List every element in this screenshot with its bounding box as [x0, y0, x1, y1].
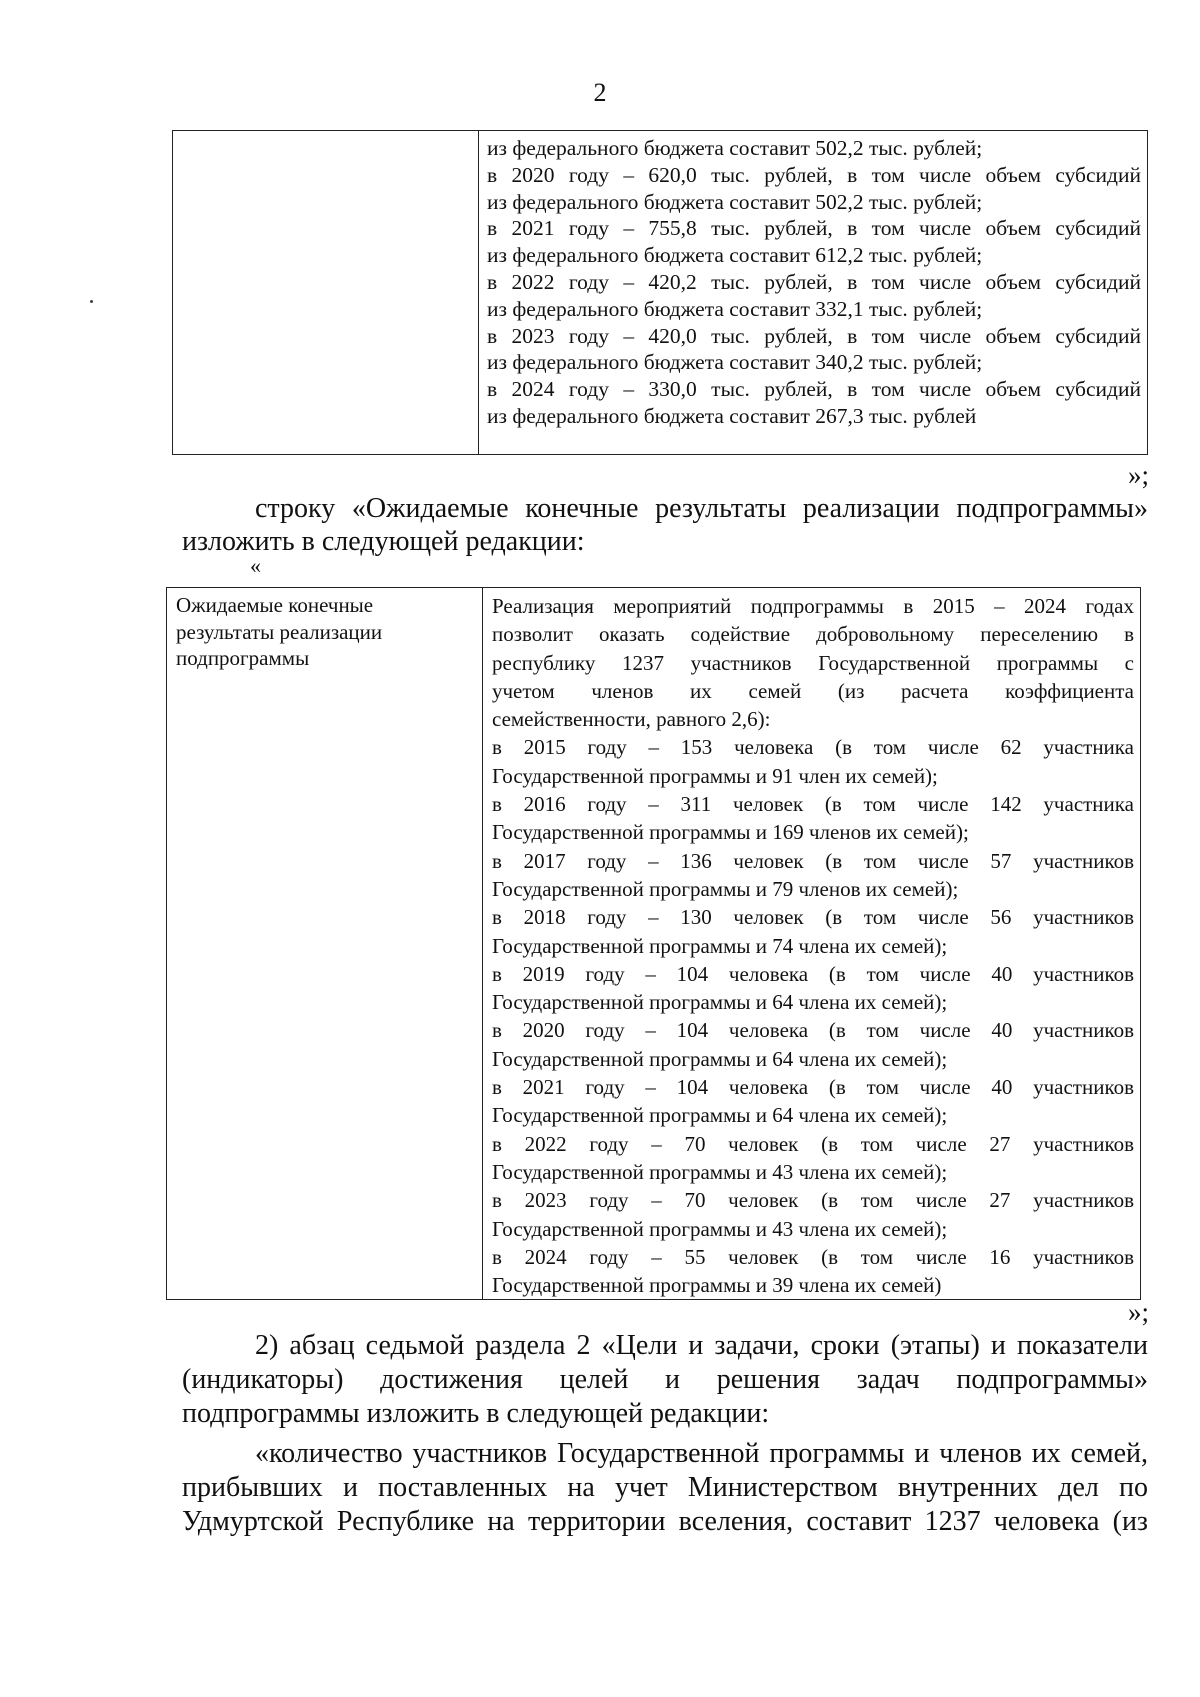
funding-line: в 2023 году – 420,0 тыс. рублей, в том числе объем субсидий — [487, 323, 1141, 348]
result-line: в 2023 году – 70 человек (в том числе 27 участников — [492, 1188, 1134, 1213]
funding-line: из федерального бюджета составит 502,2 тыс. рублей; — [487, 136, 983, 160]
result-line: Государственной программы и 91 член их семей); — [492, 763, 938, 788]
funding-line: из федерального бюджета составит 332,1 тыс. рублей; — [487, 296, 983, 321]
paragraph-line: прибывших и поставленных на учет Министерством внутренних дел по — [182, 1472, 1148, 1503]
row-label-line: подпрограммы — [176, 646, 310, 670]
funding-line: в 2021 году – 755,8 тыс. рублей, в том числе объем субсидий — [487, 216, 1141, 241]
result-line: учетом членов их семей (из расчета коэффициента — [492, 678, 1134, 703]
funding-line: из федерального бюджета составит 612,2 тыс. рублей; — [487, 243, 983, 268]
paragraph-line: 2) абзац седьмой раздела 2 «Цели и задачи, сроки (этапы) и показатели — [255, 1330, 1148, 1361]
paragraph-line: строку «Ожидаемые конечные результаты реализации подпрограммы» — [255, 493, 1148, 524]
table-row — [167, 588, 1141, 1300]
paragraph-line: изложить в следующей редакции: — [182, 526, 585, 557]
funding-line: из федерального бюджета составит 267,3 тыс. рублей — [487, 403, 977, 428]
expected-results-value-cell — [483, 588, 1141, 1300]
result-line: Реализация мероприятий подпрограммы в 2015 – 2024 годах — [492, 594, 1134, 618]
result-line: в 2015 году – 153 человека (в том числе 62 участника — [492, 735, 1134, 760]
result-line: Государственной программы и 43 члена их семей); — [492, 1159, 948, 1184]
funding-table — [172, 130, 1148, 455]
funding-value-cell — [479, 131, 1148, 455]
funding-label-cell — [173, 131, 479, 455]
result-line: в 2019 году – 104 человека (в том числе 40 участников — [492, 961, 1134, 986]
result-line: в 2020 году – 104 человека (в том числе 40 участников — [492, 1018, 1134, 1043]
paragraph-line: Удмуртской Республике на территории вселения, составит 1237 человека (из — [182, 1506, 1148, 1537]
paragraph-line: (индикаторы) достижения целей и решения задач подпрограммы» — [182, 1364, 1148, 1395]
result-line: Государственной программы и 43 члена их семей); — [492, 1216, 948, 1241]
result-line: Государственной программы и 39 члена их семей) — [492, 1273, 942, 1298]
result-line: Государственной программы и 64 члена их семей); — [492, 1046, 948, 1071]
page-number: 2 — [593, 78, 607, 107]
result-line: в 2022 году – 70 человек (в том числе 27 участников — [492, 1131, 1134, 1156]
paragraph-line: подпрограммы изложить в следующей редакции: — [182, 1398, 770, 1429]
result-line: Государственной программы и 64 члена их семей); — [492, 1103, 948, 1128]
result-line: Государственной программы и 64 члена их семей); — [492, 990, 948, 1015]
result-line: позволит оказать содействие добровольному переселению в — [492, 622, 1134, 647]
result-line: Государственной программы и 79 членов их семей); — [492, 876, 959, 901]
result-line: республику 1237 участников Государственной программы с — [492, 650, 1134, 675]
row-label-line: результаты реализации — [176, 619, 383, 644]
funding-line: из федерального бюджета составит 502,2 тыс. рублей; — [487, 189, 983, 214]
expected-results-table — [166, 587, 1141, 1300]
funding-line: в 2024 году – 330,0 тыс. рублей, в том числе объем субсидий — [487, 377, 1141, 402]
result-line: в 2024 году – 55 человек (в том числе 16 участников — [492, 1244, 1134, 1269]
closing-quote: »; — [1128, 1297, 1150, 1327]
table-row — [173, 131, 1148, 455]
paragraph-line: «количество участников Государственной программы и членов их семей, — [255, 1438, 1148, 1469]
closing-quote: »; — [1128, 460, 1150, 490]
result-line: семейственности, равного 2,6): — [492, 707, 771, 732]
funding-line: в 2020 году – 620,0 тыс. рублей, в том числе объем субсидий — [487, 162, 1141, 187]
result-line: в 2018 году – 130 человек (в том числе 56 участников — [492, 905, 1134, 930]
result-line: в 2017 году – 136 человек (в том числе 57 участников — [492, 848, 1134, 873]
row-label-line: Ожидаемые конечные — [176, 593, 374, 617]
result-line: Государственной программы и 74 члена их семей); — [492, 933, 948, 958]
result-line: в 2021 году – 104 человека (в том числе 40 участников — [492, 1075, 1134, 1100]
funding-line: из федерального бюджета составит 340,2 тыс. рублей; — [487, 350, 983, 375]
funding-line: в 2022 году – 420,2 тыс. рублей, в том числе объем субсидий — [487, 269, 1141, 294]
expected-results-label-cell — [167, 588, 483, 1300]
result-line: в 2016 году – 311 человек (в том числе 142 участника — [492, 792, 1134, 817]
result-line: Государственной программы и 169 членов их семей); — [492, 820, 969, 845]
opening-quote: « — [250, 553, 261, 578]
scan-speck — [90, 300, 93, 303]
